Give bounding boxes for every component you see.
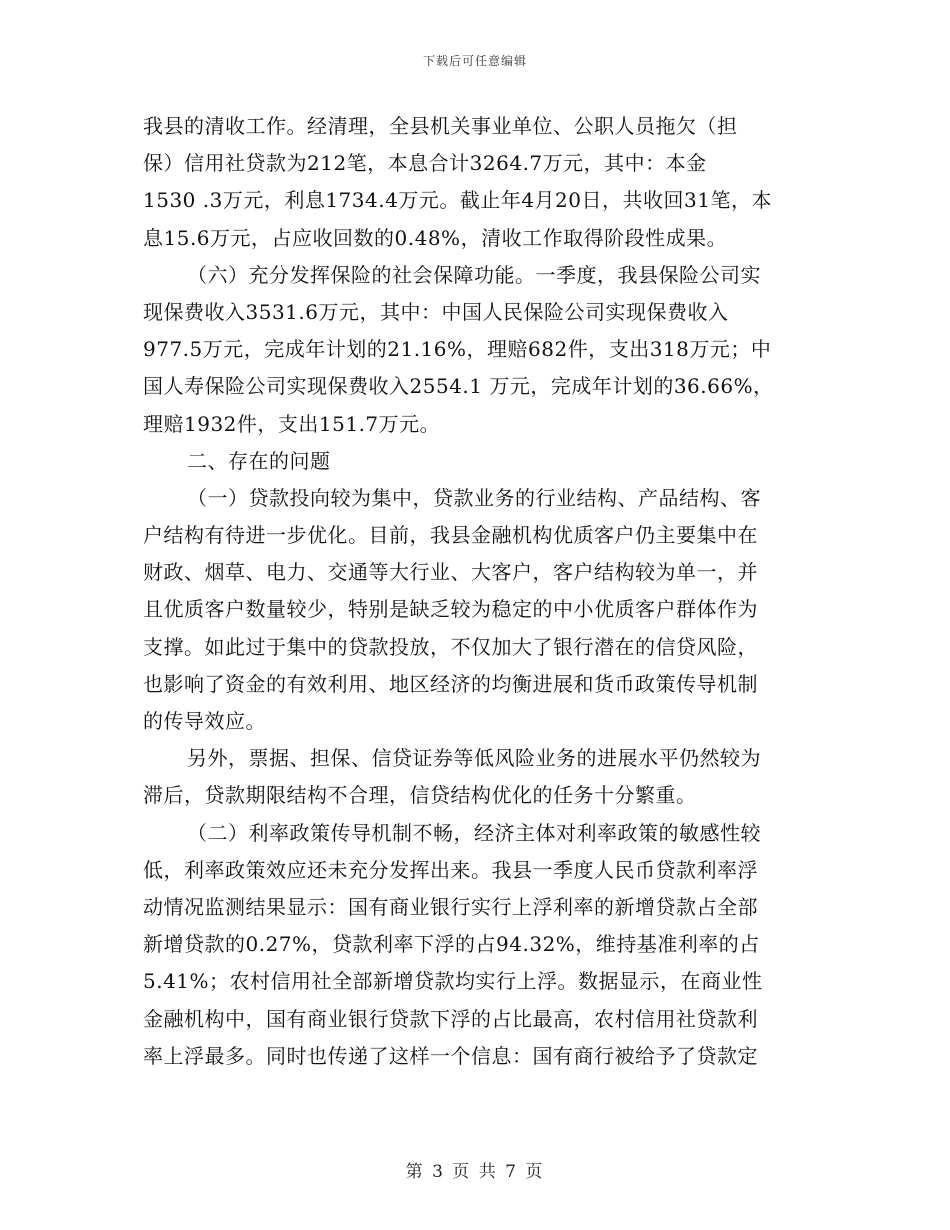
text-line: 且优质客户数量较少，特别是缺乏较为稳定的中小优质客户群体作为 bbox=[143, 597, 758, 622]
text-line: 户结构有待进一步优化。目前，我县金融机构优质客户仍主要集中在 bbox=[143, 523, 758, 548]
text-line: 二、存在的问题 bbox=[187, 448, 331, 473]
text-line: 也影响了资金的有效利用、地区经济的均衡进展和货币政策传导机制 bbox=[143, 671, 758, 696]
document-body bbox=[143, 108, 813, 1075]
text-line: 保）信用社贷款为212笔，本息合计3264.7万元，其中：本金 bbox=[143, 151, 707, 176]
text-line: 息15.6万元，占应收回数的0.48%，清收工作取得阶段性成果。 bbox=[143, 225, 728, 250]
text-line: 的传导效应。 bbox=[143, 709, 266, 733]
text-line: 现保费收入3531.6万元，其中：中国人民保险公司实现保费收入 bbox=[143, 299, 729, 324]
text-line: 国人寿保险公司实现保费收入2554.1 万元，完成年计划的36.66%， bbox=[143, 374, 774, 399]
text-line: 新增贷款的0.27%，贷款利率下浮的占94.32%，维持基准利率的占 bbox=[143, 932, 760, 957]
text-line: 金融机构中，国有商业银行贷款下浮的占比最高，农村信用社贷款利 bbox=[143, 1006, 758, 1031]
text-line: 动情况监测结果显示：国有商业银行实行上浮利率的新增贷款占全部 bbox=[143, 894, 758, 919]
text-line: （一）贷款投向较为集中，贷款业务的行业结构、产品结构、客 bbox=[187, 485, 761, 510]
text-line: 财政、烟草、电力、交通等大行业、大客户，客户结构较为单一，并 bbox=[143, 560, 758, 585]
text-line: 1530 .3万元，利息1734.4万元。截止年4月20日，共收回31笔，本 bbox=[143, 188, 772, 213]
page-footer: 第 3 页 共 7 页 bbox=[405, 1162, 545, 1182]
text-line: 另外，票据、担保、信贷证券等低风险业务的进展水平仍然较为 bbox=[187, 746, 761, 771]
text-line: 支撑。如此过于集中的贷款投放，不仅加大了银行潜在的信贷风险， bbox=[143, 634, 758, 659]
text-line: （六）充分发挥保险的社会保障功能。一季度，我县保险公司实 bbox=[187, 262, 761, 287]
page-header: 下载后可任意编辑 bbox=[422, 54, 527, 68]
text-line: 率上浮最多。同时也传递了这样一个信息：国有商行被给予了贷款定 bbox=[143, 1043, 758, 1068]
text-line: 我县的清收工作。经清理，全县机关事业单位、公职人员拖欠（担 bbox=[143, 114, 738, 138]
text-line: （二）利率政策传导机制不畅，经济主体对利率政策的敏感性较 bbox=[187, 820, 761, 845]
text-line: 理赔1932件，支出151.7万元。 bbox=[143, 411, 441, 436]
text-line: 5.41%；农村信用社全部新增贷款均实行上浮。数据显示，在商业性 bbox=[143, 969, 763, 994]
text-line: 977.5万元，完成年计划的21.16%，理赔682件，支出318万元；中 bbox=[143, 337, 772, 362]
text-line: 滞后，贷款期限结构不合理，信贷结构优化的任务十分繁重。 bbox=[143, 783, 697, 808]
text-line: 低，利率政策效应还未充分发挥出来。我县一季度人民币贷款利率浮 bbox=[143, 857, 758, 882]
